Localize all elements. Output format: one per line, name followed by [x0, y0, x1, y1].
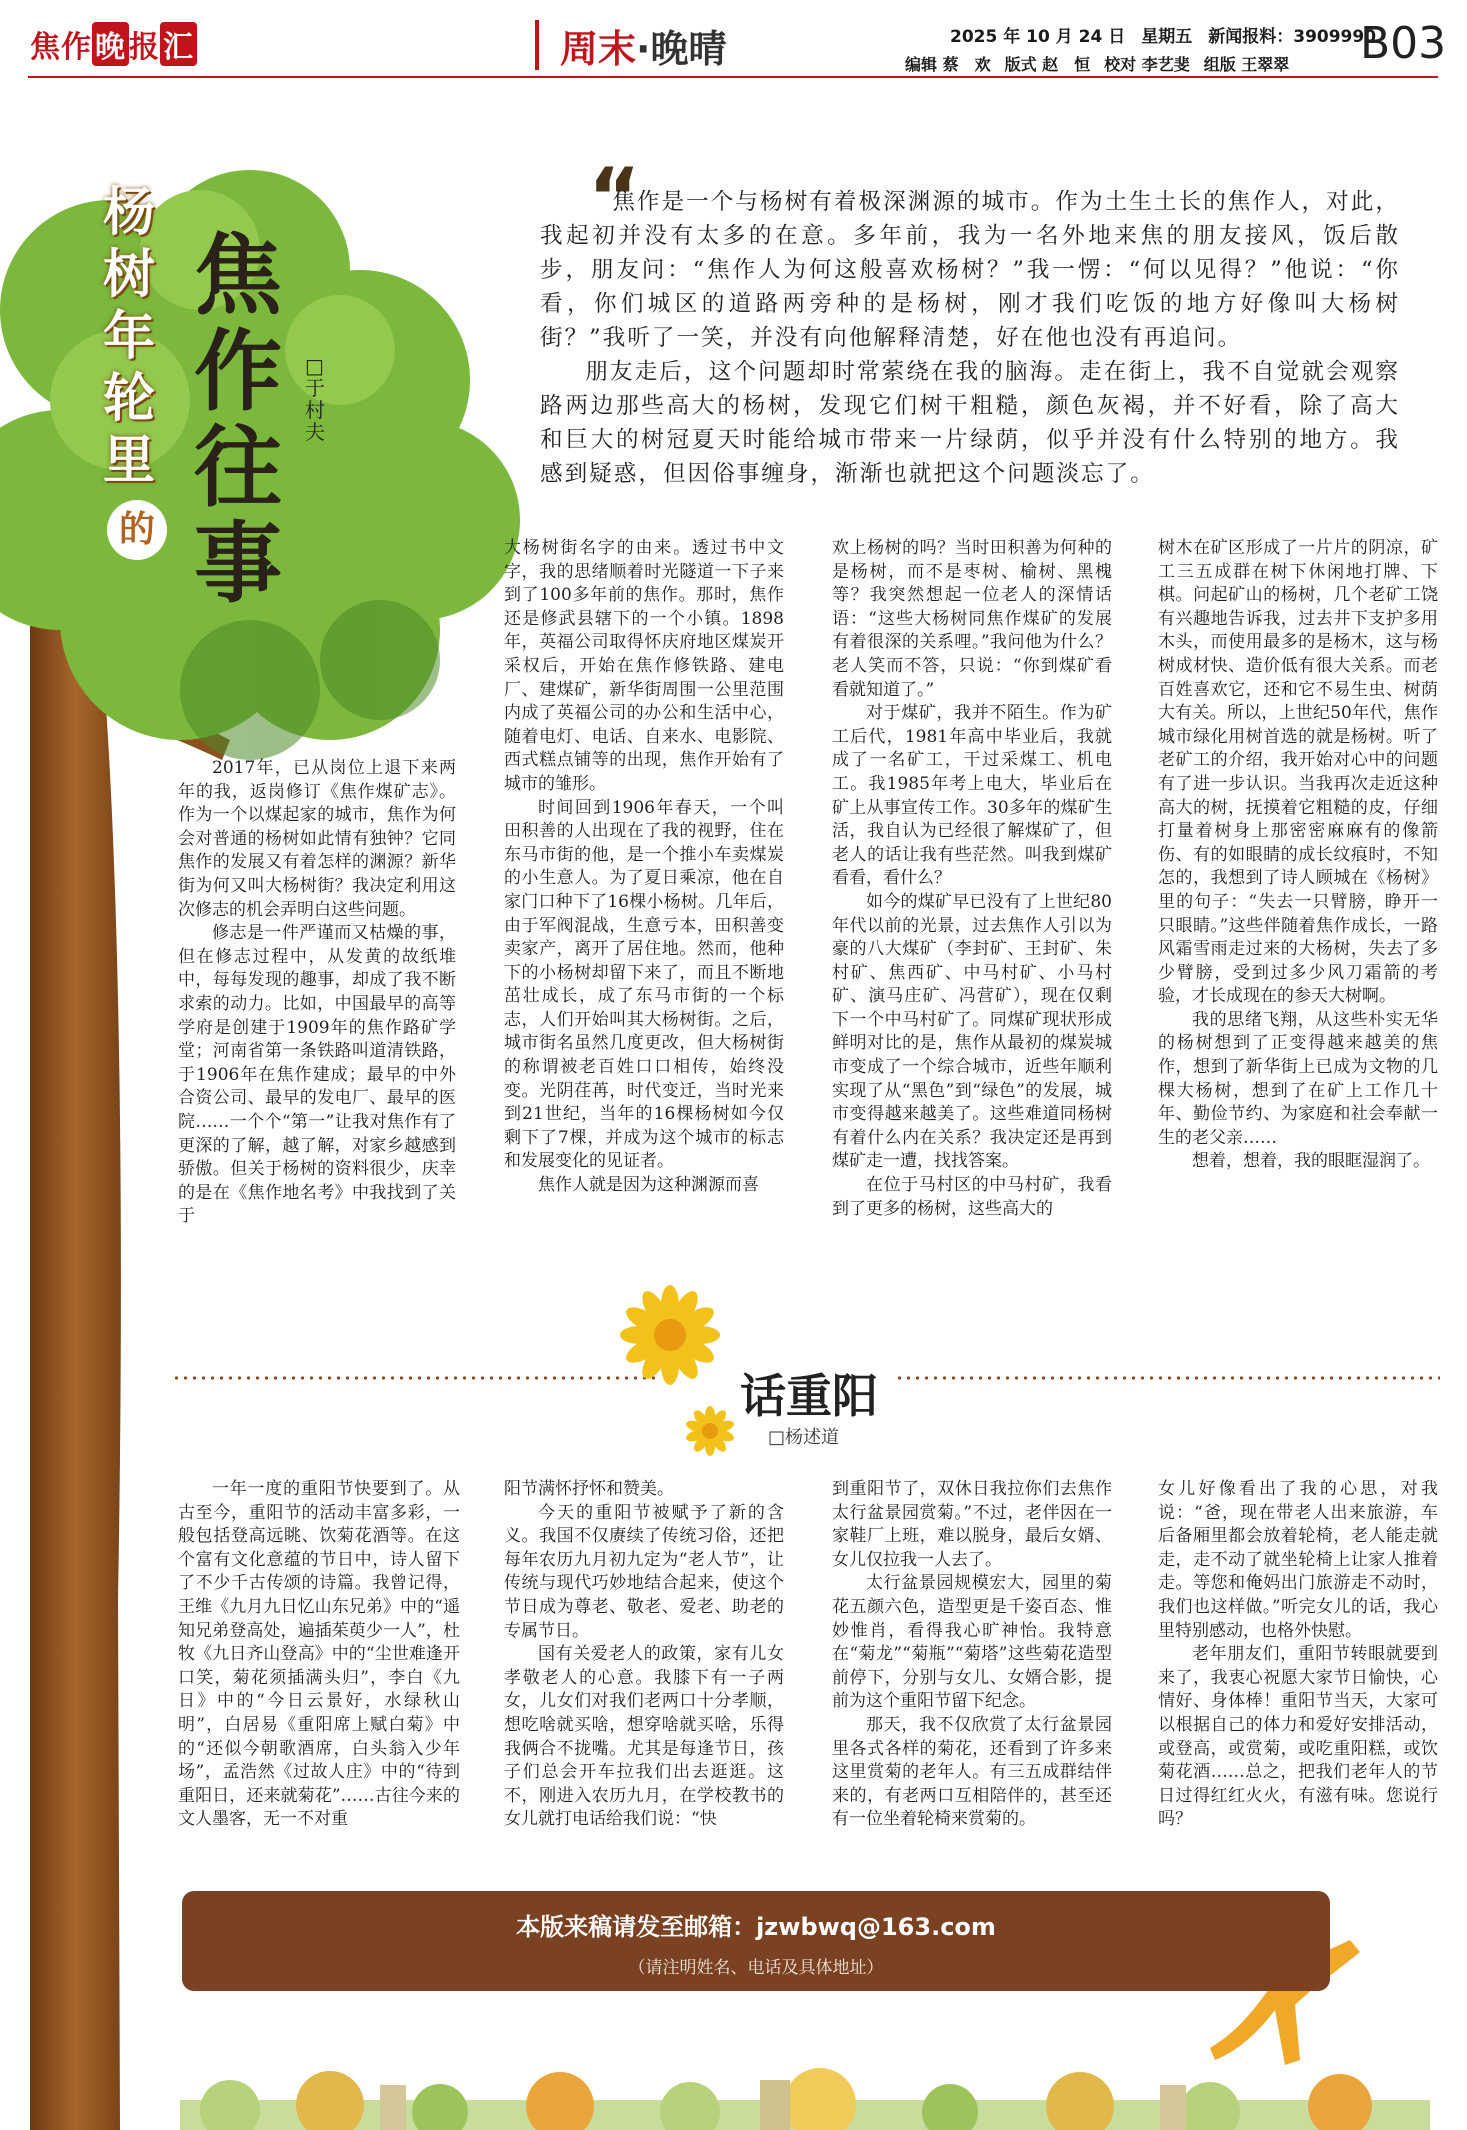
issue-date: 2025 年 10 月 24 日 [950, 27, 1126, 47]
news-hotline: 新闻报料：3909990 [1208, 27, 1377, 47]
section-name: 周末 [560, 27, 637, 71]
page-number: B03 [1360, 18, 1447, 69]
article1-column-3 [832, 537, 1112, 1221]
article-title-de: 的 [107, 500, 167, 560]
section-dot: · [636, 27, 651, 71]
layout-credit: 版式 赵 恒 [1004, 55, 1091, 74]
body-paragraph: 在位于马村区的中马村矿，我看到了更多的杨树，这些高大的 [832, 1175, 1112, 1219]
newspaper-logo [30, 22, 197, 66]
compose-credit: 组版 王翠翠 [1203, 55, 1290, 74]
bottom-scenery [180, 2068, 1430, 2130]
body-paragraph: 我的思绪飞翔，从这些朴实无华的杨树想到了正变得越来越美的焦作，想到了新华街上已成为文物的几棵大杨树，想到了在矿上工作几十年、勤俭节约、为家庭和社会奉献一生的老父亲…… [1158, 1009, 1438, 1148]
dotted-divider-left [172, 1376, 657, 1380]
body-paragraph: 树木在矿区形成了一片片的阴凉，矿工三五成群在树下休闲地打牌、下棋。问起矿山的杨树，几个老矿工饶有兴趣地告诉我，过去井下支护多用木头，而使用最多的是杨木，这与杨树成材快、造价低有很大关系。而老百姓喜欢它，还和它不易生虫、树荫大有关。所以，上世纪50年代，焦作城市绿化用树首选的就是杨树。听了老矿工的介绍，我开始对心中的问题有了进一步认识。当我再次走近这种高大的树，抚摸着它粗糙的皮，仔细打量着树身上那密密麻麻有的像箭伤、有的如眼睛的成长纹痕时，不知怎的，我想到了诗人顾城在《杨树》里的句子：“失去一只臂膀，睁开一只眼睛。”这些伴随着焦作成长，一路风霜雪雨走过来的大杨树，失去了多少臂膀，受到过多少风刀霜箭的考验，才长成现在的参天大树啊。 [1158, 538, 1438, 1007]
article-byline: □于村夫 [305, 354, 325, 444]
submission-note: （请注明姓名、电话及具体地址） [628, 1958, 884, 1978]
body-paragraph: 欢上杨树的吗？当时田积善为何种的是杨树，而不是枣树、榆树、黑槐等？我突然想起一位老人的深情话语：“这些大杨树同焦作煤矿的发展有着很深的关系哩。”我问他为什么？老人笑而不答，只说：“你到煤矿看看就知道了。” [832, 538, 1112, 700]
logo-box: 晚 [92, 22, 129, 66]
body-paragraph: 女儿好像看出了我的心思，对我说：“爸，现在带老人出来旅游，车后备厢里都会放着轮椅，老人能走就走，走不动了就坐轮椅上让家人推着走。等您和俺妈出门旅游走不动时，我们也这样做。”听完女儿的话，我心里特别感动，也格外快慰。 [1158, 1479, 1438, 1641]
article1-column-1 [178, 757, 456, 1229]
body-paragraph: 时间回到1906年春天，一个叫田积善的人出现在了我的视野，住在东马市街的他，是一个推小车卖煤炭的小生意人。为了夏日乘凉，他在自家门口种下了16棵小杨树。几年后，由于军阀混战，生意亏本，田积善变卖家产，离开了居住地。然而，他种下的小杨树却留下来了，而且不断地茁壮成长，成了东马市街的一个标志，人们开始叫其大杨树街。之后，城市街名虽然几度更改，但大杨树街的称谓被老百姓口口相传，始终没变。光阴荏苒，时代变迁，当时光来到21世纪，当年的16棵杨树如今仅剩下了7棵，并成为这个城市的标志和发展变化的见证者。 [504, 797, 784, 1172]
body-paragraph: 焦作人就是因为这种渊源而喜 [538, 1175, 759, 1196]
submission-banner [182, 1891, 1330, 1991]
sunflower-icon [620, 1285, 720, 1385]
body-paragraph: 修志是一件严谨而又枯燥的事，但在修志过程中，从发黄的故纸堆中，每每发现的趣事，却成了我不断求索的动力。比如，中国最早的高等学府是创建于1909年的焦作路矿学堂；河南省第一条铁路叫道清铁路，于1906年在焦作建成；最早的中外合资公司、最早的发电厂、最早的医院……一个个“第一”让我对焦作有了更深的了解，越了解，对家乡越感到骄傲。但关于杨树的资料很少，庆幸的是在《焦作地名考》中我找到了关于 [178, 923, 456, 1227]
article-title-part1: 杨树年轮里 [102, 183, 155, 491]
body-paragraph: 2017年，已从岗位上退下来两年的我，返岗修订《焦作煤矿志》。作为一个以煤起家的城市，焦作为何会对普通的杨树如此情有独钟？它同焦作的发展又有着怎样的渊源？新华街为何又叫大杨树街？我决定利用这次修志的机会弄明白这些问题。 [178, 758, 456, 920]
header-rule [28, 76, 1438, 78]
article-intro [540, 185, 1400, 491]
header-divider [535, 20, 539, 70]
logo-text: 焦作 [30, 30, 92, 65]
body-paragraph: 到重阳节了，双休日我拉你们去焦作太行盆景园赏菊。”不过，老伴因在一家鞋厂上班，难以脱身，最后女婿、女儿仅拉我一人去了。 [832, 1479, 1112, 1570]
article2-column-4 [1158, 1478, 1438, 1832]
body-paragraph: 如今的煤矿早已没有了上世纪80年代以前的光景，过去焦作人引以为豪的八大煤矿（李封矿、王封矿、朱村矿、焦西矿、中马村矿、小马村矿、演马庄矿、冯营矿），现在仅剩下一个中马村矿了。同煤矿现状形成鲜明对比的是，焦作从最初的煤炭城市变成了一个综合城市，近些年顺利实现了从“黑色”到“绿色”的发展，城市变得越来越美了。这些难道同杨树有着什么内在关系？我决定还是再到煤矿走一遭，找找答案。 [832, 891, 1112, 1172]
intro-paragraph: 焦作是一个与杨树有着极深渊源的城市。作为土生土长的焦作人，对此，我起初并没有太多的在意。多年前，我为一名外地来焦的朋友接风，饭后散步，朋友问：“焦作人为何这般喜欢杨树？”我一愣：“何以见得？”他说：“你看，你们城区的道路两旁种的是杨树，刚才我们吃饭的地方好像叫大杨树街？”我听了一笑，并没有向他解释清楚，好在他也没有再追问。 [540, 189, 1400, 351]
article2-byline: □杨述道 [768, 1427, 840, 1448]
quote-mark-icon: “ [588, 151, 641, 244]
body-paragraph: 太行盆景园规模宏大，园里的菊花五颜六色，造型更是千姿百态、惟妙惟肖，看得我心旷神怡。我特意在“菊龙”“菊瓶”“菊塔”这些菊花造型前停下，分别与女儿、女婿合影，提前为这个重阳节留下纪念。 [832, 1573, 1112, 1712]
body-paragraph: 对于煤矿，我并不陌生。作为矿工后代，1981年高中毕业后，我就成了一名矿工，干过采煤工、机电工。我1985年考上电大，毕业后在矿上从事宣传工作。30多年的煤矿生活，我自认为已经很了解煤矿了，但老人的话让我有些茫然。叫我到煤矿看看，看什么？ [832, 703, 1112, 889]
editor-credit: 编辑 蔡 欢 [905, 55, 991, 74]
article-title-part2: 焦作往事 [193, 224, 282, 615]
body-paragraph: 阳节满怀抒怀和赞美。 [504, 1479, 674, 1499]
article2-column-3 [832, 1478, 1112, 1832]
header-staff-line [905, 52, 1303, 75]
submission-email[interactable]: 本版来稿请发至邮箱：jzwbwq@163.com [516, 1913, 996, 1941]
body-paragraph: 老年朋友们，重阳节转眼就要到来了，我衷心祝愿大家节日愉快，心情好、身体棒！重阳节当天，大家可以根据自己的体力和爱好安排活动，或登高，或赏菊，或吃重阳糕，或饮菊花酒……总之，把我们老年人的节日过得红红火火，有滋有味。您说行吗？ [1158, 1644, 1438, 1830]
body-paragraph: 想着，想着，我的眼眶湿润了。 [1192, 1151, 1430, 1172]
article2-title: 话重阳 [740, 1369, 878, 1423]
body-paragraph: 大杨树街名字的由来。透过书中文字，我的思绪顺着时光隧道一下子来到了100多年前的焦作。那时，焦作还是修武县辖下的一个小镇。1898年，英福公司取得怀庆府地区煤炭开采权后，开始在焦作修铁路、建电厂、建煤矿，新华街周围一公里范围内成了英福公司的办公和生活中心，随着电灯、电话、自来水、电影院、西式糕点铺等的出现，焦作开始有了城市的雏形。 [504, 538, 784, 794]
header-info-line [950, 22, 1392, 47]
body-paragraph: 那天，我不仅欣赏了太行盆景园里各式各样的菊花，还看到了许多来这里赏菊的老年人。有三五成群结伴来的，有老两口互相陪伴的，甚至还有一位坐着轮椅来赏菊的。 [832, 1714, 1112, 1830]
small-sunflower-icon [684, 1405, 736, 1457]
section-subname: 晚晴 [650, 27, 727, 71]
section-title [560, 18, 726, 73]
body-paragraph: 今天的重阳节被赋予了新的含义。我国不仅赓续了传统习俗，还把每年农历九月初九定为“老人节”，让传统与现代巧妙地结合起来，使这个节日成为尊老、敬老、爱老、助老的专属节日。 [504, 1502, 784, 1641]
dotted-divider-right [895, 1376, 1440, 1380]
body-paragraph: 国有关爱老人的政策，家有儿女孝敬老人的心意。我膝下有一子两女，儿女们对我们老两口十分孝顺，想吃啥就买啥，想穿啥就买啥，乐得我俩合不拢嘴。尤其是每逢节日，孩子们总会开车拉我们出去逛逛。这不，刚进入农历九月，在学校教书的女儿就打电话给我们说：“快 [504, 1644, 784, 1830]
article2-column-2 [504, 1478, 784, 1832]
article1-column-2 [504, 537, 784, 1198]
issue-weekday: 星期五 [1141, 27, 1193, 47]
tree-trunk [30, 580, 121, 2130]
proof-credit: 校对 李艺斐 [1104, 55, 1190, 74]
body-paragraph: 一年一度的重阳节快要到了。从古至今，重阳节的活动丰富多彩，一般包括登高远眺、饮菊花酒等。在这个富有文化意蕴的节日中，诗人留下了不少千古传颂的诗篇。我曾记得，王维《九月九日忆山东兄弟》中的“遥知兄弟登高处，遍插茱萸少一人”，杜牧《九日齐山登高》中的“尘世难逢开口笑，菊花须插满头归”，李白《九日》中的“今日云景好，水绿秋山明”，白居易《重阳席上赋白菊》中的“还似今朝歌酒席，白头翁入少年场”，孟浩然《过故人庄》中的“待到重阳日，还来就菊花”……古往今来的文人墨客，无一不对重 [178, 1479, 460, 1830]
logo-box: 汇 [160, 22, 197, 66]
article2-column-1 [178, 1478, 460, 1832]
logo-text: 报 [129, 30, 160, 65]
intro-paragraph: 朋友走后，这个问题却时常萦绕在我的脑海。走在街上，我不自觉就会观察路两边那些高大的杨树，发现它们树干粗糙，颜色灰褐，并不好看，除了高大和巨大的树冠夏天时能给城市带来一片绿荫，似乎并没有什么特别的地方。我感到疑惑，但因俗事缠身，渐渐也就把这个问题淡忘了。 [540, 359, 1400, 487]
article1-column-4 [1158, 537, 1438, 1174]
